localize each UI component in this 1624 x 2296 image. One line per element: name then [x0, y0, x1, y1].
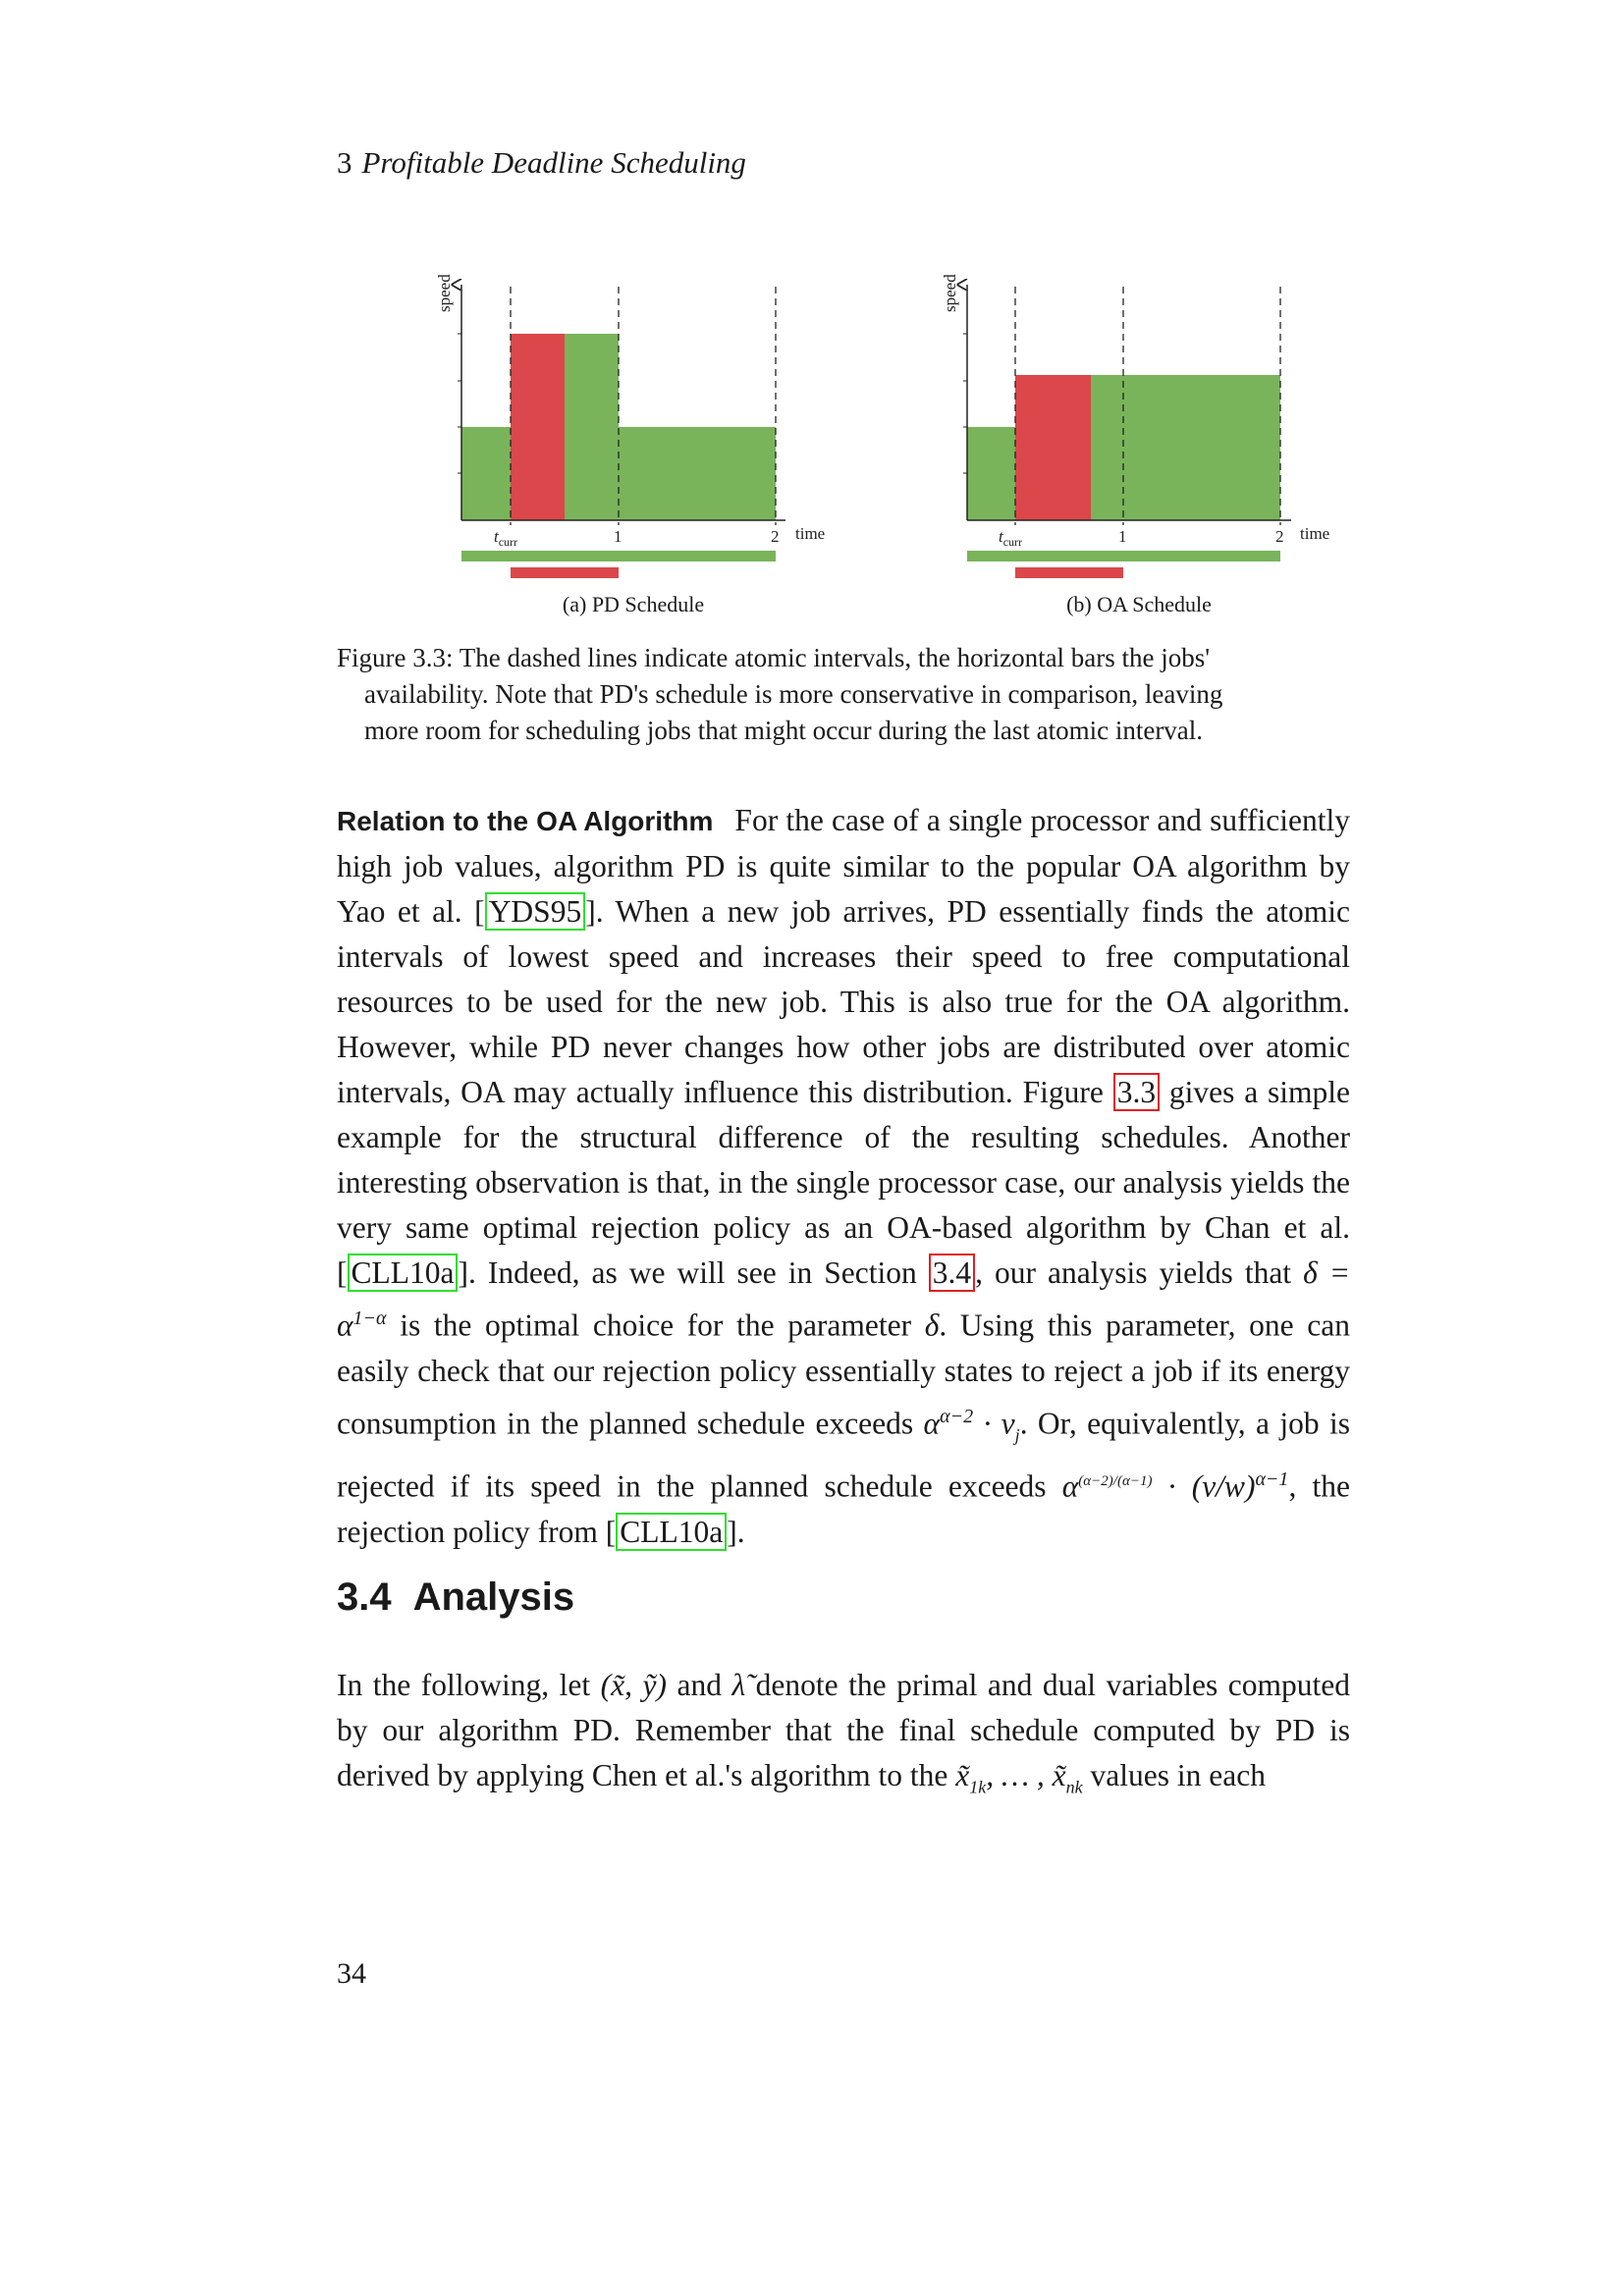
panel-b-chart — [941, 274, 1329, 578]
panel-a-tick-tcurr: $t_{curr}$ — [494, 527, 518, 549]
chapter-title: Profitable Deadline Scheduling — [361, 145, 746, 180]
section-number: 3.4 — [337, 1575, 392, 1619]
panel-b-green-block-2 — [1091, 375, 1280, 520]
panel-a-x-label: time — [795, 524, 826, 543]
paragraph-analysis: In the following, let (x̃, ỹ) and λ̃ denote the primal and dual variables computed by our algorithm PD. Remember that the final schedule computed by PD is derived by applying Chen et al.'s algorithm to the $x̃_{1k}$, … , $x̃_{nk}$ values in each — [337, 1668, 1350, 1797]
figure-caption: Figure 3.3: The dashed lines indicate atomic intervals, the horizontal bars the jobs' availability. Note that PD's schedule is more conservative in comparison, leaving more room for scheduling jobs that might occur during the last atomic interval. — [337, 643, 1223, 745]
ref-figure-3-3[interactable]: 3.3 — [1113, 1073, 1160, 1111]
paragraph-oa-relation: Relation to the OA Algorithm For the case of a single processor and sufficiently high job values, algorithm PD is quite similar to the popular OA algorithm by Yao et al. [ YDS95 ]. When a new job arrives, PD essentially finds the atomic intervals of lowest speed and increases their speed to free computational resources to be used for the new job. This is also true for the OA algorithm. However, while PD never changes how other jobs are distributed over atomic intervals, OA may actually influence this distribution. Figure 3.3 gives a simple example for the structural difference of the resulting schedules. Another interesting observation is that, in the single processor case, our analysis yields the very same optimal rejection policy as an OA-based algorithm by Chan et al. [ CLL10a ]. Indeed, as we will see in Section 3.4 , our analysis yields that $\delta = \alpha^{1-\alpha}$ is the optimal choice for the parameter δ. Using this parameter, one can easily check that our rejection policy essentially states to reject a job if its energy consumption in the planned schedule exceeds $\alpha^{\alpha-2} \cdot v_j$. Or, equivalently, a job is rejected if its speed in the planned schedule exceeds $\alpha^{(\alpha-2)/(\alpha-1)} \cdot (v/w)^{\alpha-1}$, the rejection policy from [ CLL10a ]. — [337, 803, 1351, 1549]
panel-a-availability-bar-red — [511, 567, 619, 578]
ref-section-3-4[interactable]: 3.4 — [929, 1254, 975, 1292]
citation-yds95[interactable]: YDS95 — [485, 892, 586, 931]
panel-b-tick-tcurr: $t_{curr}$ — [999, 527, 1023, 549]
panel-a-green-block-3 — [619, 427, 776, 520]
panel-b-availability-bar-red — [1015, 567, 1123, 578]
panel-a-tick-2: 2 — [771, 527, 780, 546]
panel-a-chart — [435, 274, 825, 578]
panel-b-y-label: speed — [941, 274, 959, 312]
run-in-heading: Relation to the OA Algorithm — [337, 806, 714, 836]
panel-b-caption: (b) OA Schedule — [1066, 592, 1212, 616]
figure-3-3 — [0, 0, 1624, 628]
panel-b-x-label: time — [1300, 524, 1330, 543]
panel-a-caption: (a) PD Schedule — [562, 592, 705, 616]
figure-label: Figure 3.3: — [337, 643, 454, 672]
panel-a-availability-bar-green — [461, 551, 776, 561]
section-heading — [337, 1575, 574, 1620]
chapter-number: 3 — [337, 145, 352, 180]
panel-b-availability-bar-green — [967, 551, 1280, 561]
panel-b-green-block-1 — [967, 427, 1015, 520]
panel-a-y-label: speed — [435, 274, 454, 312]
panel-b-tick-2: 2 — [1275, 527, 1284, 546]
panel-a-red-block — [511, 334, 565, 520]
panel-a-tick-1: 1 — [614, 527, 623, 546]
citation-cll10a-2[interactable]: CLL10a — [616, 1513, 727, 1551]
citation-cll10a[interactable]: CLL10a — [348, 1254, 459, 1292]
section-title: Analysis — [412, 1575, 575, 1619]
panel-b-red-block — [1015, 375, 1091, 520]
panel-a-green-block-2 — [565, 334, 619, 520]
panel-b-tick-1: 1 — [1118, 527, 1127, 546]
panel-a-green-block-1 — [461, 427, 511, 520]
page-number: 34 — [337, 1957, 366, 1990]
